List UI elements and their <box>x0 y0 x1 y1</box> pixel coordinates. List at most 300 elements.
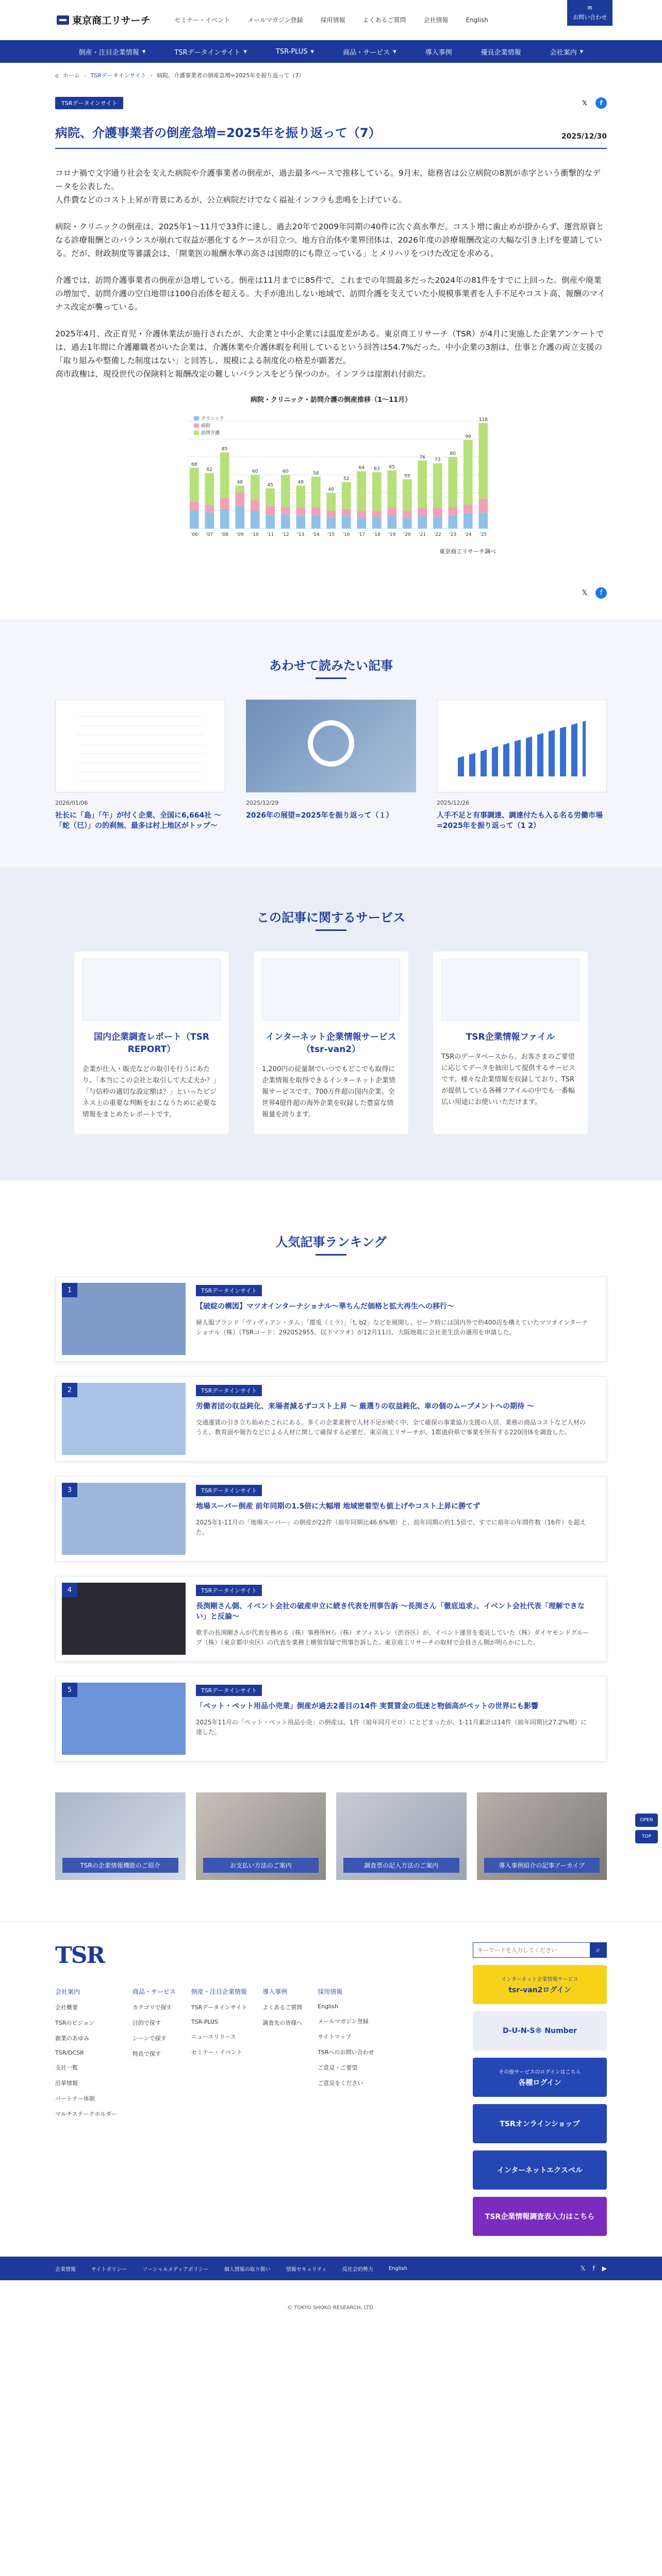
bar-segment <box>235 506 244 529</box>
footer-link[interactable]: セミナー・イベント <box>191 2049 242 2056</box>
footer-bar-link[interactable]: 企業情報 <box>55 2266 76 2273</box>
chevron-down-icon: ▾ <box>393 47 396 56</box>
related-date: 2026/01/06 <box>55 800 88 806</box>
related-services <box>0 867 662 1180</box>
footer-bar-link[interactable]: 情報セキュリティ <box>286 2266 327 2273</box>
duns-button[interactable] <box>473 2011 607 2050</box>
x-share-icon[interactable]: 𝕏 <box>579 587 590 599</box>
related-title: 人手不足と有事調達、調達付たも入る名る労働市場=2025年を振り返って（1 2） <box>437 811 603 830</box>
bar-segment <box>281 475 290 507</box>
bar-segment <box>372 472 382 511</box>
bar-segment <box>448 507 457 515</box>
data-label: 60 <box>283 469 289 474</box>
bar-segment <box>220 452 229 498</box>
service-desc: 企業が仕入・販売などの取引を行うにあたり、「本当にこの会社と取引して大丈夫か？」「与信枠の適切な設定額は？」といったビジネス上の重要な判断をおこなうために必要な情報をまとめたレポートです。 <box>82 1065 220 1118</box>
banner[interactable] <box>55 1792 186 1880</box>
data-label: 68 <box>191 462 197 467</box>
survey-entry-button[interactable] <box>473 2197 607 2236</box>
footer-link[interactable]: 目的で探す <box>132 2020 161 2026</box>
article-tagbar <box>55 97 607 109</box>
site-logo[interactable] <box>57 13 155 27</box>
mainnav-label: 商品・サービス <box>343 48 390 57</box>
footer-link[interactable]: よくあるご質問 <box>262 2004 303 2011</box>
article-body <box>55 166 607 381</box>
data-label: 65 <box>389 465 395 470</box>
bar-segment <box>418 461 427 508</box>
bar-segment <box>478 423 488 499</box>
footer-link[interactable]: 特長で探す <box>132 2050 161 2057</box>
footer-link[interactable]: 倒産・注目企業情報 <box>191 1988 247 1995</box>
footer-link[interactable]: TSRのビジョン <box>55 2020 95 2026</box>
bar-segment <box>448 515 457 529</box>
magnifier-icon <box>308 720 354 767</box>
facebook-share-icon[interactable]: f <box>595 97 607 109</box>
bar-segment <box>266 488 275 506</box>
footer-link[interactable]: 調査先の皆様へ <box>262 2020 303 2026</box>
ranking-body <box>186 1483 600 1555</box>
data-label: 118 <box>478 417 488 422</box>
btn-label: TSRオンラインショップ <box>500 2120 580 2128</box>
footer-link[interactable]: カテゴリで探す <box>132 2004 172 2011</box>
footer-column <box>133 1987 176 2125</box>
nav-label: English <box>466 16 488 24</box>
home-icon: ⌂ <box>55 72 59 79</box>
related-title: 社长に「島」「午」が付く企業、全国に6,664社 ～「蛇（巳）」の的刹無、最多は村上地区がトップ～ <box>55 811 222 830</box>
mainnav-excellent[interactable] <box>467 47 536 57</box>
bar-segment <box>387 516 396 529</box>
copyright: © TOKYO SHOKO RESEARCH, LTD. <box>287 2305 375 2311</box>
footer-link[interactable]: 沿革情報 <box>55 2080 78 2087</box>
mainnav-label: 導入事例 <box>425 48 452 57</box>
ranking-thumb <box>62 1483 186 1555</box>
bankruptcy-chart <box>166 394 496 555</box>
facebook-share-icon[interactable]: f <box>595 587 607 599</box>
x-tick-label: '08 <box>221 532 228 537</box>
tsr-van2-login-button[interactable] <box>473 1965 607 2004</box>
paragraph: 2025年4月、改正育児・介護休業法が施行されたが、大企業と中小企業には温度差がある。東京商工リサーチ（TSR）が4月に実施した企業アンケートでは、過去1年間に介護離職者がいた企業は、介護休業や介護休暇を利用しているという回答は54.7%だった。中小企業の3割は、仕事と介護の両立支援の「取り組みや整備した制度はない」と回答し、規模による制度化の格差が顕著だ。 高市政権は、現役世代の保険料と報酬改定の難しいバランスをどう保つのか。インフラは崖割れ付前だ。 <box>55 329 604 379</box>
rank-tag[interactable]: TSRデータインサイト <box>196 1285 262 1296</box>
x-share-icon[interactable]: 𝕏 <box>579 97 590 109</box>
related-card[interactable] <box>437 700 607 831</box>
breadcrumb-category[interactable]: TSRデータインサイト <box>90 72 146 79</box>
footer-link[interactable]: TSRデータインサイト <box>191 2004 247 2011</box>
login-button[interactable] <box>473 2058 607 2097</box>
footer-right <box>473 1942 607 2236</box>
footer-link[interactable]: ニュースリリース <box>191 2033 236 2040</box>
contact-button[interactable] <box>567 0 613 26</box>
footer-link[interactable]: English <box>318 2003 339 2010</box>
x-tick-label: '23 <box>449 532 457 537</box>
data-label: 40 <box>328 487 334 493</box>
rank-number: 2 <box>62 1383 77 1397</box>
ranking-body <box>186 1383 600 1455</box>
chart-source: 東京商工リサーチ調べ <box>439 548 496 555</box>
bar-segment <box>251 511 260 529</box>
nav-seminar[interactable] <box>170 16 234 24</box>
footer-link[interactable]: TSRへのお問い合わせ <box>318 2049 374 2056</box>
rank-desc: 2025年1-11月の「地場スーパー」の倒産が22件（前年同期比46.6%増）と、前年同期の約1.5倍で、すでに前年の年間件数（16件）を超えた。 <box>196 1519 586 1536</box>
category-badge[interactable]: TSRデータインサイト <box>55 97 123 109</box>
heading-underline <box>316 929 346 931</box>
breadcrumb-current: 病院、介護事業者の倒産急増=2025年を振り返って（7） <box>157 72 305 79</box>
footer-column <box>262 1987 302 2125</box>
btn-label: インターネットエクスペル <box>496 2166 583 2175</box>
bar-segment <box>205 505 214 513</box>
x-tick-label: '09 <box>236 532 244 537</box>
footer-logo[interactable]: TSR <box>55 1942 105 1969</box>
footer-link[interactable]: マルチステークホルダー <box>55 2111 117 2117</box>
ranking-body <box>186 1583 600 1655</box>
btn-label: D-U-N-S® Number <box>502 2027 577 2035</box>
footer-link[interactable]: シーンで探す <box>132 2035 167 2042</box>
footer-column <box>191 1987 247 2125</box>
bar-segment <box>235 486 244 493</box>
services-heading: この記事に関するサービス <box>257 910 405 925</box>
footer-link[interactable]: パートナー体制 <box>55 2095 95 2102</box>
data-label: 45 <box>267 482 273 488</box>
mainnav-tsrplus[interactable] <box>261 48 328 56</box>
footer-bar-link[interactable]: 個人情報の取り扱い <box>224 2266 271 2273</box>
bar-segment <box>464 440 473 504</box>
rank-desc: 歌手の長渕剛さんが代表を務める（株）事務所Hら（株）オフィスレン（渋谷区）が、イベント運営を委託していた（株）ダイヤモンドグループ（株）（東京都中央区）の代表を業務上横領容疑で刑事告訴した。東京商工リサーチの取材で会員さん側が明らかにした。 <box>196 1629 589 1646</box>
x-tick-label: '12 <box>282 532 289 537</box>
footer-bar-link[interactable]: サイトポリシー <box>91 2266 127 2273</box>
footer-link[interactable]: 会社案内 <box>55 1988 80 1995</box>
bar-segment <box>220 498 229 509</box>
bar-segment <box>326 518 336 529</box>
back-to-top-button[interactable]: TOP <box>635 1830 658 1843</box>
nav-label: よくあるご質問 <box>362 16 406 24</box>
legend-swatch <box>194 431 199 435</box>
ranking-item[interactable] <box>55 1276 607 1362</box>
rank-desc: 婦人服ブランド「ヴィヴィアン・タム」「郡兎（ミラ）」「t, b2」などを展開し、ピーク時には国内外で約400店を構えていたマツオインターナショナル（株）（TSRコード：292052955、以下マツオ）が12月11日、大阪地裁に会社更生法の適用を申請した。 <box>196 1319 588 1336</box>
mail-icon: ✉ <box>587 5 592 11</box>
breadcrumb-home[interactable]: ホーム <box>62 72 80 79</box>
bar-segment <box>205 473 214 505</box>
x-tick-label: '06 <box>190 532 198 537</box>
main-nav <box>0 40 662 63</box>
ranking-thumb <box>62 1583 186 1655</box>
rank-title[interactable]: 長渕剛さん側、イベント会社の破産申立に続き代表を刑事告訴 ～長渕さん「徹底追求」、イベント会社代表「理解できない」と反論～ <box>196 1602 585 1621</box>
bar-segment <box>266 515 275 529</box>
footer-link[interactable]: メールマガジン登録 <box>318 2018 369 2025</box>
banner-row <box>55 1792 607 1880</box>
rank-tag[interactable]: TSRデータインサイト <box>196 1385 262 1396</box>
legend-swatch <box>194 416 199 420</box>
bar-segment <box>311 515 321 529</box>
bar-segment <box>357 471 366 511</box>
data-label: 63 <box>374 466 380 472</box>
banner[interactable] <box>196 1792 326 1880</box>
bar-segment <box>464 504 473 513</box>
chevron-down-icon: ▾ <box>142 47 146 56</box>
related-date: 2025/12/29 <box>246 800 279 806</box>
bar-segment <box>464 513 473 529</box>
mainnav-label: TSR-PLUS <box>275 47 308 56</box>
footer-link[interactable]: ご意見をください <box>318 2080 363 2087</box>
rank-number: 4 <box>62 1583 77 1597</box>
btn-sublabel: その他サービスのログインはこちら <box>499 2069 581 2075</box>
ranking-item[interactable] <box>55 1676 607 1761</box>
service-thumb-van <box>262 959 400 1021</box>
x-tick-label: '11 <box>267 532 274 537</box>
service-title: インターネット企業情報サービス（tsr-van2） <box>266 1032 396 1055</box>
bar-segment <box>478 513 488 529</box>
related-card[interactable] <box>246 700 416 831</box>
btn-sublabel: インターネット企業情報サービス <box>501 1976 578 1982</box>
breadcrumb-separator: › <box>150 72 153 79</box>
chevron-down-icon: ▾ <box>243 47 247 56</box>
x-tick-label: '07 <box>206 532 213 537</box>
footer-column <box>55 1987 117 2125</box>
bar-segment <box>478 499 488 513</box>
mainnav-insight[interactable] <box>160 47 261 57</box>
x-tick-label: '14 <box>312 532 320 537</box>
rank-number: 1 <box>62 1283 77 1297</box>
bar-segment <box>266 506 275 515</box>
ranking-heading: 人気記事ランキング <box>275 1235 387 1249</box>
online-shop-button[interactable] <box>473 2104 607 2143</box>
rank-desc: 交通運賃の引き立ち始めたこれにある。多くの企業業務で人材不足が続く中、全て確保の事業協力支援の入居、業務の商品コストなど人材のうえ、教育面や報告などによる人材に関して確保する必要だ。東京商工リサーチが、1都道府県で事業を所有する220団体を調査した。 <box>196 1419 586 1436</box>
footer-link[interactable]: 創業のあゆみ <box>55 2035 89 2042</box>
chevron-down-icon: ▾ <box>580 47 584 56</box>
bar-segment <box>235 493 244 506</box>
legend-label: 病院 <box>201 423 211 429</box>
bar-segment <box>190 468 199 502</box>
rank-title[interactable]: 労働者団の収益鈍化、来場者減るずコスト上昇 ～ 厳選りの収益鈍化、車の個のムーブメントへの期待 ～ <box>196 1402 534 1411</box>
x-tick-label: '22 <box>434 532 441 537</box>
service-thumb-file <box>441 959 580 1021</box>
bar-segment <box>296 486 305 508</box>
chart-title: 病院・クリニック・訪問介護の倒産推移（1～11月） <box>250 396 412 404</box>
bar-segment <box>357 511 366 518</box>
bar-segment <box>418 508 427 516</box>
share-buttons <box>579 97 607 109</box>
bar-segment <box>220 509 229 529</box>
internet-express-button[interactable] <box>473 2150 607 2190</box>
chevron-down-icon: ▾ <box>310 47 315 56</box>
bar-segment <box>251 475 260 500</box>
x-tick-label: '24 <box>464 532 472 537</box>
x-tick-label: '25 <box>479 532 487 537</box>
bar-segment <box>418 516 427 529</box>
footer-link[interactable]: 会社概要 <box>55 2004 78 2011</box>
footer-bar-link[interactable]: English <box>388 2265 407 2272</box>
bar-segment <box>311 507 321 515</box>
breadcrumb <box>55 71 607 79</box>
service-desc: TSRのデータベースから、お客さまのご要望に応じてデータを抽出して提供するサービスです。様々な企業情報を収録しており、TSRが提供している各種フアイルの中でも一番幅広い用途にお使いいただけます。 <box>441 1053 576 1106</box>
bar-segment <box>281 507 290 514</box>
banner[interactable] <box>477 1792 607 1880</box>
chart-svg <box>166 405 496 544</box>
related-thumb-chart <box>437 700 607 792</box>
footer-link[interactable]: 商品・サービス <box>132 1988 176 1995</box>
bar-segment <box>387 508 396 516</box>
search-icon[interactable]: ⌕ <box>590 1943 606 1957</box>
data-label: 80 <box>450 451 456 456</box>
service-title: TSR企業情報ファイル <box>466 1032 555 1042</box>
nav-english[interactable] <box>462 16 492 24</box>
footer-links <box>55 1987 374 2125</box>
nav-faq[interactable] <box>359 16 410 24</box>
btn-label: tsr-van2ログイン <box>508 1986 571 1994</box>
related-heading: あわせて読みたい記事 <box>269 658 393 673</box>
site-header <box>0 0 662 40</box>
ranking-thumb <box>62 1683 186 1755</box>
btn-label: TSR企業情報調査表入力はこちら <box>485 2213 595 2221</box>
rank-tag[interactable]: TSRデータインサイト <box>196 1485 262 1496</box>
footer-link[interactable]: サイトマップ <box>318 2033 352 2040</box>
footer-bar-link[interactable]: ソーシャルメディアポリシー <box>142 2266 209 2273</box>
footer-bar-link[interactable]: 反社会的勢力 <box>342 2266 373 2273</box>
nav-recruit[interactable] <box>316 16 349 24</box>
mainnav-label: 会社案内 <box>550 48 577 57</box>
ranking-item[interactable] <box>55 1376 607 1462</box>
mainnav-label: TSRデータインサイト <box>174 48 241 57</box>
logo-text: 東京商工リサーチ <box>72 15 151 26</box>
x-tick-label: '10 <box>251 532 259 537</box>
banner-label: TSRの企業情報機能のご紹介 <box>62 1858 178 1873</box>
mainnav-label: 倒産・注目企業情報 <box>78 48 139 57</box>
rank-title[interactable]: 地場スーパー倒産 前年同期の1.5倍に大幅増 地域密着型も値上げやコスト上昇に勝てず <box>196 1502 481 1511</box>
footer-link[interactable]: 導入事例 <box>262 1988 288 1995</box>
data-label: 64 <box>358 465 365 471</box>
footer-link[interactable]: 採用情報 <box>318 1988 343 1995</box>
rank-number: 3 <box>62 1483 77 1497</box>
ranking-item[interactable] <box>55 1576 607 1662</box>
related-thumb-table <box>55 700 225 792</box>
ranking-body <box>186 1283 600 1355</box>
mainnav-products[interactable] <box>328 47 411 57</box>
bar-segment <box>403 479 412 511</box>
nav-label: 会社情報 <box>423 16 449 24</box>
paragraph: 介護では、訪問介護事業者の倒産が急増している。倒産は11月までに85件で、これまでの年間最多だった2024年の81件をすでに上回った。倒産や廃業の増加で、訪問介護の空白地帯は100自治体を超える。大手が進出しない地域で、訪問介護を支えていた小規模事業者を人手不足やコスト高、報酬のマイナス改定が襲っている。 <box>55 276 606 312</box>
bar-segment <box>281 514 290 529</box>
rank-title[interactable]: 【破綻の構図】マツオインターナショナル～華ちんだ価格と拡大再生への移行～ <box>196 1302 455 1311</box>
data-label: 76 <box>419 454 425 460</box>
logo-mark-icon <box>57 15 69 25</box>
banner-label: 導入事例紹介の記事アーカイブ <box>484 1858 600 1873</box>
data-label: 62 <box>206 467 212 473</box>
bar-segment <box>387 470 396 508</box>
article-titlerow <box>55 123 607 149</box>
rank-tag[interactable]: TSRデータインサイト <box>196 1685 262 1696</box>
mainnav-label: 優良企業情報 <box>481 48 521 57</box>
rank-title[interactable]: 「ペット・ペット用品小売業」倒産が過去2番目の14件 実質賃金の低迷と物価高がペットの世界にも影響 <box>196 1702 539 1710</box>
bar-segment <box>433 517 442 529</box>
x-tick-label: '18 <box>373 532 380 537</box>
footer-link[interactable]: TSR-PLUS <box>191 2019 219 2025</box>
rank-number: 5 <box>62 1683 77 1697</box>
footer-link[interactable]: ご意見・ご要望 <box>318 2064 358 2071</box>
rank-tag[interactable]: TSRデータインサイト <box>196 1585 262 1596</box>
mainnav-about[interactable] <box>536 47 598 57</box>
service-card[interactable] <box>433 952 588 1134</box>
data-label: 58 <box>313 471 319 477</box>
data-label: 48 <box>237 480 243 485</box>
heading-underline <box>316 677 346 679</box>
footer-column <box>318 1987 374 2125</box>
bar-segment <box>251 500 260 511</box>
footer-left <box>55 1942 374 2236</box>
x-tick-label: '19 <box>388 532 396 537</box>
bar-segment <box>311 477 321 507</box>
legend-swatch <box>194 423 199 428</box>
data-label: 48 <box>297 480 304 485</box>
footer-link[interactable]: TSR/DCSR <box>55 2049 84 2056</box>
share-buttons-bottom <box>55 587 607 599</box>
bar-segment <box>448 457 457 507</box>
service-card[interactable] <box>74 952 229 1134</box>
contact-label: お問い合わせ <box>573 14 607 21</box>
banner[interactable] <box>336 1792 467 1880</box>
banner-label: 調査票の記入方法のご案内 <box>343 1858 459 1873</box>
bar-segment <box>205 513 214 529</box>
bar-segment <box>296 516 305 529</box>
footer-bar <box>0 2257 662 2280</box>
nav-company[interactable] <box>420 16 453 24</box>
service-thumb-report <box>82 959 221 1021</box>
plot-area <box>187 412 491 529</box>
bar-segment <box>342 509 351 516</box>
service-title: 国内企業調査レポート（TSR REPORT） <box>94 1032 209 1055</box>
site-footer <box>0 1921 662 2311</box>
x-tick-label: '20 <box>403 532 411 537</box>
btn-label: 各種ログイン <box>518 2078 561 2087</box>
publish-date: 2025/12/30 <box>561 132 607 141</box>
related-card[interactable] <box>55 700 225 831</box>
data-label: 55 <box>404 473 410 479</box>
related-title: 2026年の展望=2025年を振り返って（１） <box>246 811 393 820</box>
search-input[interactable] <box>473 1943 590 1957</box>
nav-mailmagazine[interactable] <box>243 16 307 24</box>
nav-label: セミナー・イベント <box>174 16 230 24</box>
article <box>55 97 607 599</box>
x-icon[interactable]: 𝕏 <box>580 2265 586 2272</box>
nav-label: メールマガジン登録 <box>247 16 303 24</box>
paragraph: コロナ禍で文字通り社会を支えた病院や介護事業者の倒産が、過去最多ペースで推移している。9月末、総務省は公立病院の8割が赤字という衝撃的なデータを公表した。 人件費などのコスト上昇が背景にあるが、公立病院だけでなく福祉インフラも悲鳴を上げている。 <box>55 168 601 205</box>
ranking-thumb <box>62 1283 186 1355</box>
heading-underline <box>316 1254 346 1256</box>
x-tick-label: '16 <box>342 532 350 537</box>
nav-label: 採用情報 <box>320 16 345 24</box>
related-date: 2025/12/26 <box>437 800 470 806</box>
mainnav-cases[interactable] <box>411 47 467 57</box>
footer-link[interactable]: 支社一覧 <box>55 2064 78 2071</box>
facebook-icon[interactable]: f <box>592 2265 595 2272</box>
service-card[interactable] <box>254 952 408 1134</box>
bar-segment <box>433 463 442 508</box>
floating-panel <box>635 1814 658 1843</box>
bar-segment <box>357 518 366 529</box>
ranking-thumb <box>62 1383 186 1455</box>
bar-segment <box>342 516 351 529</box>
bar-segment <box>372 517 382 529</box>
data-label: 85 <box>222 447 228 452</box>
ranking-section <box>0 1180 662 1901</box>
bar-segment <box>372 511 382 517</box>
x-tick-label: '21 <box>419 532 426 537</box>
open-button[interactable]: OPEN <box>635 1814 658 1827</box>
youtube-icon[interactable]: ▶ <box>602 2265 607 2272</box>
mainnav-bankruptcy[interactable] <box>64 47 160 57</box>
service-desc: 1,200円の従量制でいつでもどこでも取得に企業情報を取得できるインターネット企業情報サービスです。700万件超の国内企業、全世界4億件超の海外企業を収録した豊富な情報量を誇ります。 <box>262 1065 395 1118</box>
legend-label: クリニック <box>201 416 224 421</box>
ranking-item[interactable] <box>55 1476 607 1562</box>
bar-segment <box>296 508 305 516</box>
x-tick-label: '17 <box>358 532 366 537</box>
rank-desc: 2025年11月の「ペット・ペット用品小売」の倒産は、1件（前年同月ゼロ）にとどまったが、1-11月累計は14件（前年同期比27.2%増）に達した。 <box>196 1719 587 1736</box>
